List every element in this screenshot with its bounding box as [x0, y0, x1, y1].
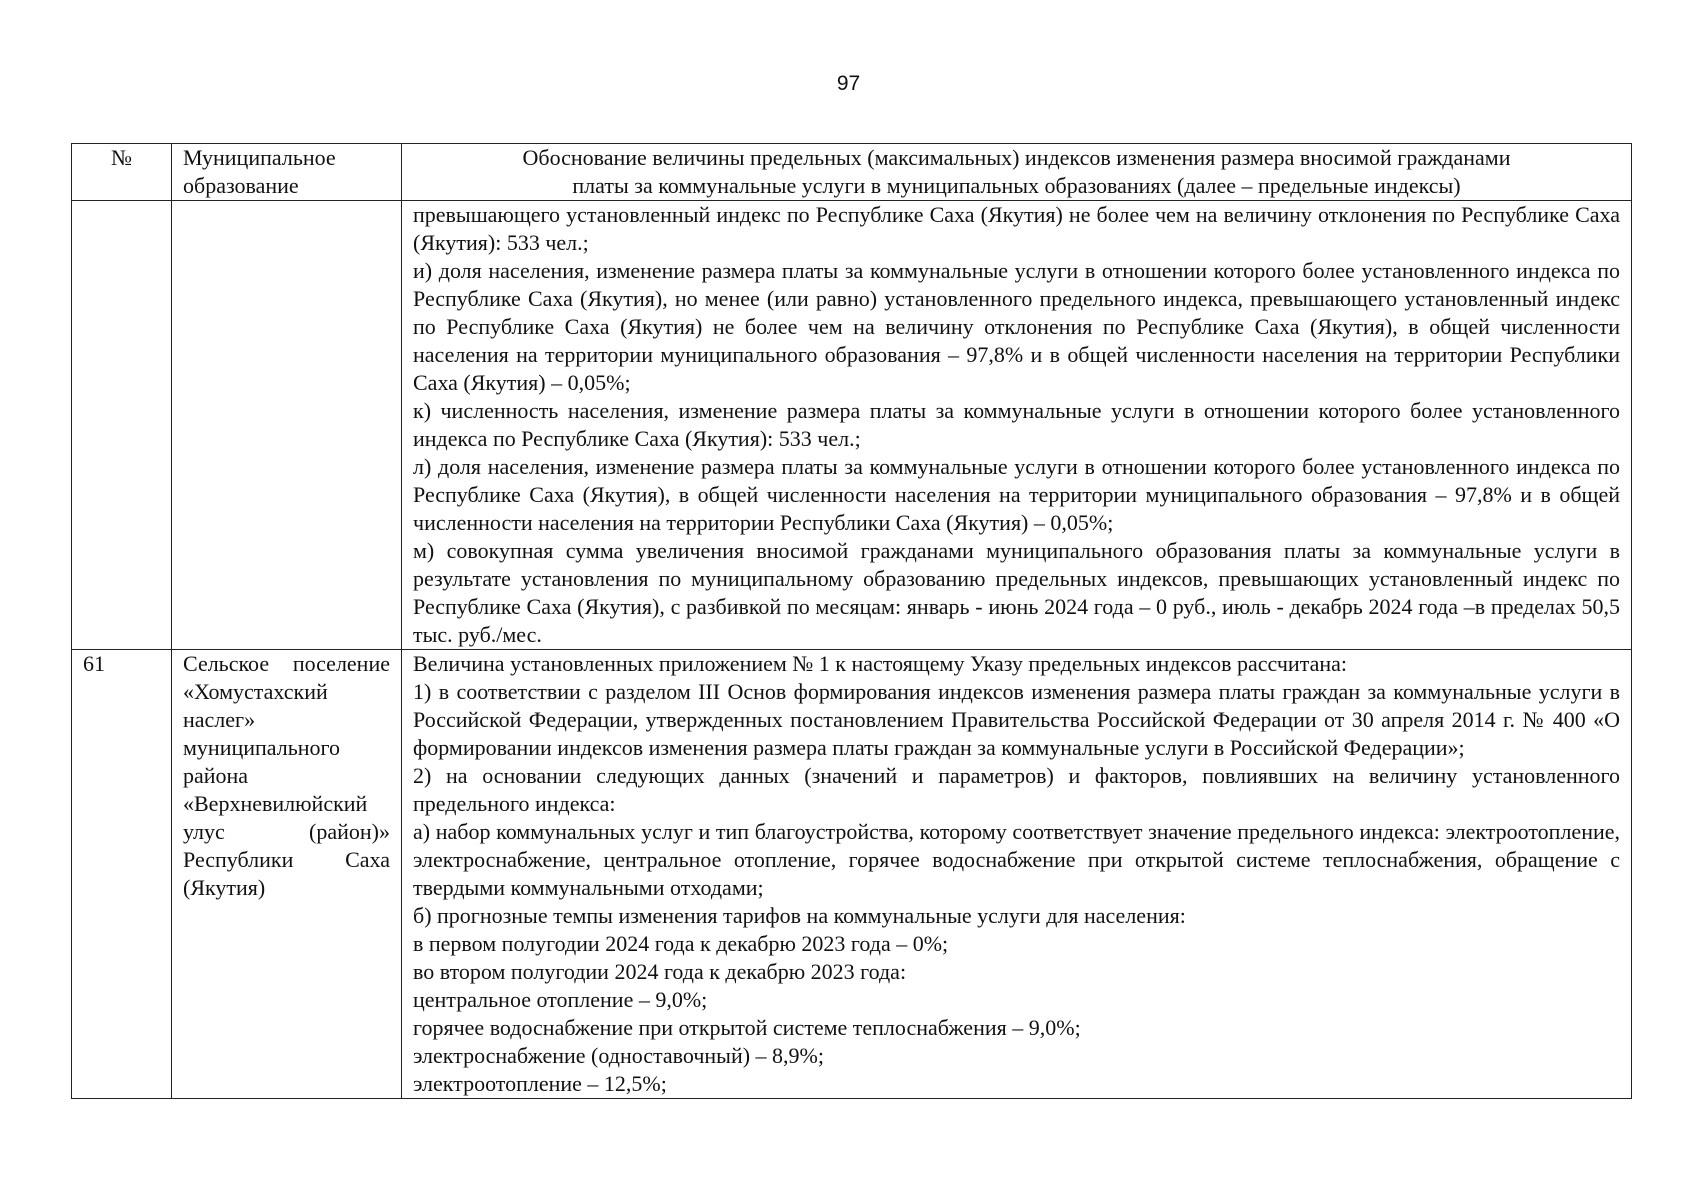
- header-justification: [402, 144, 1632, 201]
- justification-paragraph: м) совокупная сумма увеличения вносимой гражданами муниципального образования платы за коммунальные услуги в результате установления по муниципальному образованию предельных индексов, превышающих установленный индекс по Республике Саха (Якутия), с разбивкой по месяцам: январь - июнь 2024 года – 0 руб., июль - декабрь 2024 года –в пределах 50,5 тыс. руб./мес.: [413, 538, 1620, 647]
- justification-paragraph: электроотопление – 12,5%;: [413, 1071, 667, 1096]
- justification-paragraph: горячее водоснабжение при открытой системе теплоснабжения – 9,0%;: [413, 1015, 1081, 1040]
- row-number: [72, 201, 172, 650]
- row-justification: [402, 201, 1632, 650]
- justification-paragraph: 1) в соответствии с разделом III Основ формирования индексов изменения размера платы граждан за коммунальные услуги в Российской Федерации, утвержденных постановлением Правительства Российской Федерации от 30 апреля 2014 г. № 400 «О формировании индексов изменения размера платы граждан за коммунальные услуги в Российской Федерации»;: [413, 679, 1620, 760]
- justification-paragraph: а) набор коммунальных услуг и тип благоустройства, которому соответствует значение предельного индекса: электроотопление, электроснабжение, центральное отопление, горячее водоснабжение при открытой системе теплоснабжения, обращение с твердыми коммунальными отходами;: [413, 819, 1620, 900]
- table-header-row: [72, 144, 1632, 201]
- justification-paragraph: и) доля населения, изменение размера платы за коммунальные услуги в отношении которого более установленного индекса по Республике Саха (Якутия), но менее (или равно) установленного предельного индекса, превышающего установленный индекс по Республике Саха (Якутия) не более чем на величину отклонения по Республике Саха (Якутия), в общей численности населения на территории муниципального образования – 97,8% и в общей численности населения на территории Республики Саха (Якутия) – 0,05%;: [413, 258, 1620, 395]
- justification-paragraph: 2) на основании следующих данных (значений и параметров) и факторов, повлиявших на величину установленного предельного индекса:: [413, 763, 1620, 816]
- justification-paragraph: во втором полугодии 2024 года к декабрю 2023 года:: [413, 959, 907, 984]
- header-justification-line: платы за коммунальные услуги в муниципальных образованиях (далее – предельные индексы): [572, 173, 1461, 198]
- justification-paragraph: превышающего установленный индекс по Республике Саха (Якутия) не более чем на величину отклонения по Республике Саха (Якутия): 533 чел.;: [413, 202, 1620, 255]
- page-number: 97: [836, 72, 861, 95]
- justification-paragraph: Величина установленных приложением № 1 к настоящему Указу предельных индексов рассчитана:: [413, 651, 1347, 676]
- justification-paragraph: к) численность населения, изменение размера платы за коммунальные услуги в отношении которого более установленного индекса по Республике Саха (Якутия): 533 чел.;: [413, 398, 1620, 451]
- justification-paragraph: электроснабжение (одноставочный) – 8,9%;: [413, 1043, 824, 1068]
- header-municipality: Муниципальное образование: [172, 144, 402, 201]
- table-row: [72, 201, 1632, 650]
- row-municipality: Сельское поселение «Хомустахский наслег» муниципального района «Верхневилюйский улус (район)» Республики Саха (Якутия): [172, 650, 402, 1099]
- row-number: 61: [72, 650, 172, 1099]
- header-number: №: [72, 144, 172, 201]
- header-justification-line: Обоснование величины предельных (максимальных) индексов изменения размера вносимой гражданами: [522, 145, 1511, 170]
- justification-paragraph: центральное отопление – 9,0%;: [413, 987, 708, 1012]
- table-row: [72, 650, 1632, 1099]
- indices-table: [71, 143, 1632, 1099]
- row-justification: [402, 650, 1632, 1099]
- justification-paragraph: л) доля населения, изменение размера платы за коммунальные услуги в отношении которого более установленного индекса по Республике Саха (Якутия), в общей численности населения на территории муниципального образования – 97,8% и в общей численности населения на территории Республики Саха (Якутия) – 0,05%;: [413, 454, 1620, 535]
- justification-paragraph: б) прогнозные темпы изменения тарифов на коммунальные услуги для населения:: [413, 903, 1186, 928]
- justification-paragraph: в первом полугодии 2024 года к декабрю 2023 года – 0%;: [413, 931, 949, 956]
- row-municipality: [172, 201, 402, 650]
